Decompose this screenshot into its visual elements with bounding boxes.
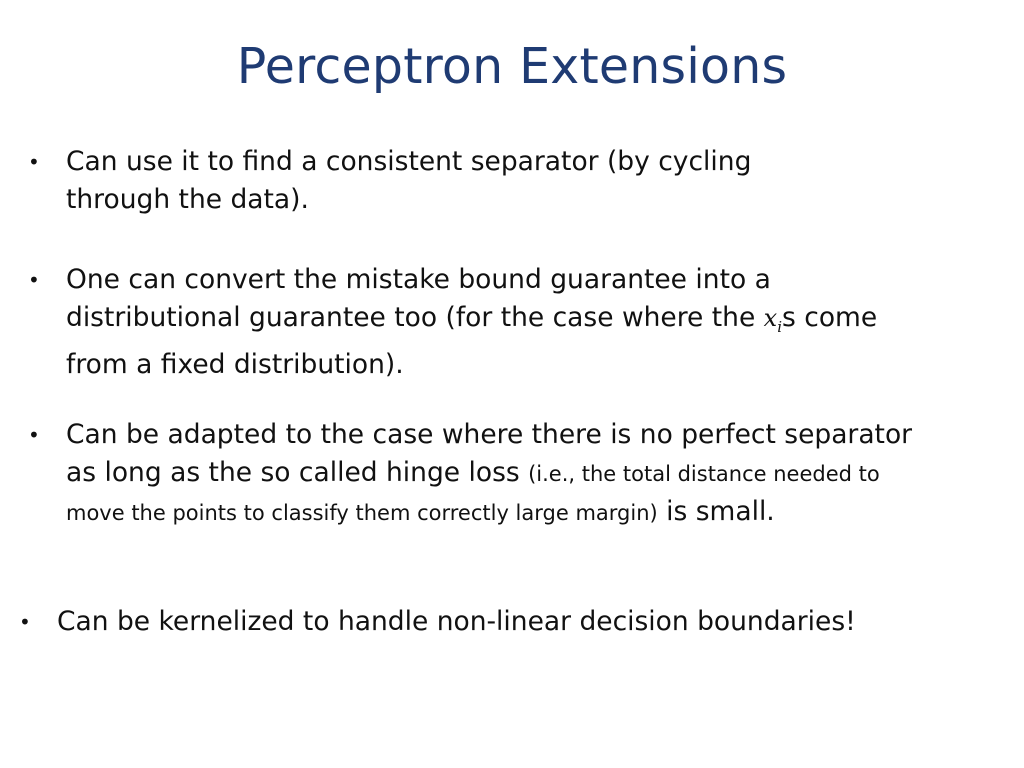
math-variable bbox=[763, 304, 783, 336]
bullet-text: Can use it to find a consistent separator (by cycling through the data). bbox=[66, 146, 752, 215]
math-variable-subscript: i bbox=[777, 317, 783, 336]
bullet-text-end: is small. bbox=[657, 496, 775, 527]
bullet-text-before: One can convert the mistake bound guarantee into a distributional guarantee too (for the case where the bbox=[66, 264, 771, 333]
bullet-dot: • bbox=[19, 610, 31, 634]
slide-title: Perceptron Extensions bbox=[236, 38, 788, 95]
bullet-dot: • bbox=[28, 268, 40, 292]
bullet-text-after: s come from a fixed distribution). bbox=[66, 302, 878, 380]
bullet-item-2 bbox=[28, 261, 926, 384]
bullet-text: Can be kernelized to handle non-linear decision boundaries! bbox=[57, 606, 856, 637]
bullet-dot: • bbox=[28, 150, 40, 174]
bullet-item-1 bbox=[28, 143, 856, 219]
bullet-dot: • bbox=[28, 423, 40, 447]
bullet-item-3 bbox=[28, 416, 926, 532]
math-variable-base: x bbox=[763, 304, 778, 332]
bullet-text-small: (i.e., the total distance needed to move the points to classify them correctly large margin) bbox=[66, 462, 880, 525]
bullet-item-4 bbox=[19, 603, 957, 641]
bullet-text-main: Can be adapted to the case where there is no perfect separator as long as the so called hinge loss bbox=[66, 419, 913, 488]
